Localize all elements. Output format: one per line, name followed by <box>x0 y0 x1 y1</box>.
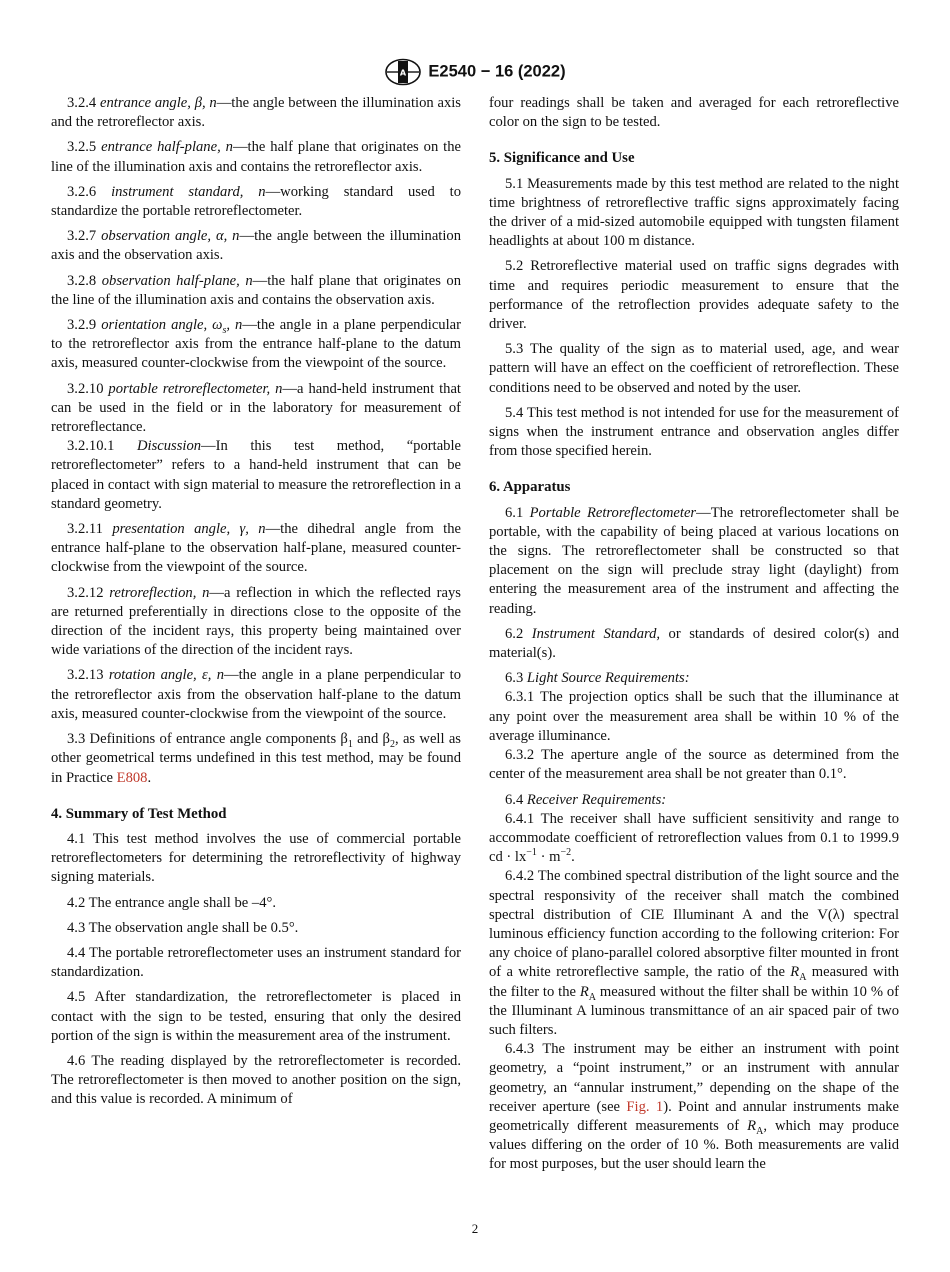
standard-designation: E2540 − 16 (2022) <box>428 62 566 81</box>
paragraph-6-4-2: 6.4.2 The combined spectral distribution of the light source and the spectral responsivity of the receiver shall match the combined spectral distribution of CIE Illuminant A and the V(λ) spectral luminous efficiency function according to the following criterion: For any choice of plano-parallel colored absorptive filter mounted in front of a white retroreflective sample, the ratio of the $R_A$ measured with the filter to the $R_A$ measured without the filter shall be within 10 % of the Illuminant A luminous transmittance of an air spaced pair of two such filters. <box>489 868 899 1038</box>
paragraph-6-4-1: 6.4.1 The receiver shall have sufficient sensitivity and range to accommodate coefficient of retroreflection values from 0.1 to 1999.9 cd · $lx^{-1} \cdot m^{-2}$. <box>489 810 899 866</box>
right-column <box>489 94 899 1175</box>
paragraph-5-1: 5.1 Measurements made by this test method are related to the night time brightness of retroreflective traffic signs approximately facing the driver of a mid-sized automobile equipped with tungsten filament headlights at about 100 m distance. <box>489 175 899 250</box>
discussion-3-2-10-1: 3.2.10.1 Discussion—In this test method, “portable retroreflectometer” refers to a hand-held instrument that can be placed in contact with sign material to measure the retroreflection in a standard geometry. <box>51 438 461 512</box>
paragraph-4-2: 4.2 The entrance angle shall be –4°. <box>67 894 276 911</box>
fig-1-link[interactable]: Fig. 1 <box>626 1098 664 1115</box>
paragraph-4-1: 4.1 This test method involves the use of commercial portable retroreflectometers for determining the retroreflectivity of highway signing materials. <box>51 830 461 886</box>
definition-3-2-7: 3.2.7 observation angle, α, n—the angle between the illumination axis and the observation axis. <box>51 228 461 264</box>
definition-3-2-10: 3.2.10 portable retroreflectometer, n—a hand-held instrument that can be used in the field or in the laboratory for measurement of retroreflectance. <box>51 380 461 436</box>
section-6-heading: 6. Apparatus <box>489 479 571 496</box>
e808-link[interactable]: E808 <box>116 769 148 786</box>
paragraph-6-2: 6.2 Instrument Standard, or standards of desired color(s) and material(s). <box>489 625 899 662</box>
paragraph-6-3-1: 6.3.1 The projection optics shall be such that the illuminance at any point over the measurement area shall be within 10 % of the average illuminance. <box>489 689 899 744</box>
paragraph-4-6: 4.6 The reading displayed by the retroreflectometer is recorded. The retroreflectometer is then moved to another position on the sign, and this value is recorded. A minimum of <box>51 1052 461 1108</box>
definition-3-2-13: 3.2.13 rotation angle, ε, n—the angle in a plane perpendicular to the retroreflector axis from the observation half-plane to the datum axis, measured counter-clockwise from the viewpoint of the source. <box>51 667 461 722</box>
paragraph-4-5: 4.5 After standardization, the retroreflectometer is placed in contact with the sign to be tested, ensuring that only the desired portion of the sign is within the measurement area of the instrument. <box>51 989 461 1044</box>
paragraph-3-3: 3.3 Definitions of entrance angle components $\beta_1$ and $\beta_2$, as well as other geometrical terms undefined in this test method, may be found in Practice E808. <box>51 731 461 786</box>
paragraph-6-4: 6.4 Receiver Requirements: <box>505 791 667 808</box>
page-number: 2 <box>471 1221 479 1236</box>
astm-logo-icon <box>384 58 422 86</box>
paragraph-4-4: 4.4 The portable retroreflectometer uses an instrument standard for standardization. <box>51 944 461 981</box>
paragraph-4-3: 4.3 The observation angle shall be 0.5°. <box>67 919 299 936</box>
paragraph-6-3-2: 6.3.2 The aperture angle of the source as determined from the center of the measurement area shall be not greater than 0.1°. <box>489 747 899 783</box>
section-4-heading: 4. Summary of Test Method <box>51 805 227 822</box>
definition-3-2-12: 3.2.12 retroreflection, n—a reflection in which the reflected rays are returned preferentially in directions close to the opposite of the direction of the incident rays, this property being maintained over wide variations of the direction of the incident rays. <box>51 584 461 659</box>
definition-3-2-6: 3.2.6 instrument standard, n—working standard used to standardize the portable retroreflectometer. <box>51 183 461 220</box>
definition-3-2-5: 3.2.5 entrance half-plane, n—the half plane that originates on the line of the illumination axis and contains the retroreflector axis. <box>51 139 461 175</box>
paragraph-4-6-continued: four readings shall be taken and averaged for each retroreflective color on the sign to be tested. <box>489 95 899 131</box>
definition-3-2-11: 3.2.11 presentation angle, γ, n—the dihedral angle from the entrance half-plane to the observation half-plane, measured counter-clockwise from the viewpoint of the source. <box>51 521 461 576</box>
paragraph-6-3: 6.3 Light Source Requirements: <box>505 670 690 687</box>
definition-3-2-4: 3.2.4 entrance angle, β, n—the angle between the illumination axis and the retroreflector axis. <box>51 95 461 131</box>
paragraph-5-4: 5.4 This test method is not intended for use for the measurement of signs when the instrument entrance and observation angles differ from those specified herein. <box>489 404 899 460</box>
paragraph-5-2: 5.2 Retroreflective material used on traffic signs degrades with time and requires periodic measurement to ensure that the performance of the retroflection provides adequate safety to the driver. <box>489 258 899 333</box>
left-column <box>51 94 461 1116</box>
paragraph-5-3: 5.3 The quality of the sign as to material used, age, and wear pattern will have an effect on the coefficient of retroreflection. These conditions need to be observed and noted by the user. <box>489 341 899 396</box>
page-header <box>0 58 950 86</box>
definition-3-2-9: 3.2.9 orientation angle, $\omega_s$, n—the angle in a plane perpendicular to the retroreflector axis from the entrance half-plane to the datum axis, measured counter-clockwise from the viewpoint of the source. <box>51 317 461 372</box>
section-5-heading: 5. Significance and Use <box>489 150 635 167</box>
definition-3-2-8: 3.2.8 observation half-plane, n—the half plane that originates on the line of the illumination axis and contains the observation axis. <box>51 272 462 308</box>
paragraph-6-4-3: 6.4.3 The instrument may be either an instrument with point geometry, a “point instrument,” or an instrument with annular geometry, an “annular instrument,” depending on the shape of the receiver aperture (see Fig. 1). Point and annular instruments make geometrically different measurements of $R_A$, which may produce values differing on the order of 10 %. Both measurements are valid for most purposes, but the user should learn the <box>489 1041 900 1173</box>
svg-text:A: A <box>400 68 407 78</box>
paragraph-6-1: 6.1 Portable Retroreflectometer—The retroreflectometer shall be portable, with the capability of being placed at various locations on the signs. The retroreflectometer shall be constructed so that placement on the sign will preclude stray light (daylight) from entering the measurement area of the instrument and affecting the reading. <box>489 504 899 617</box>
